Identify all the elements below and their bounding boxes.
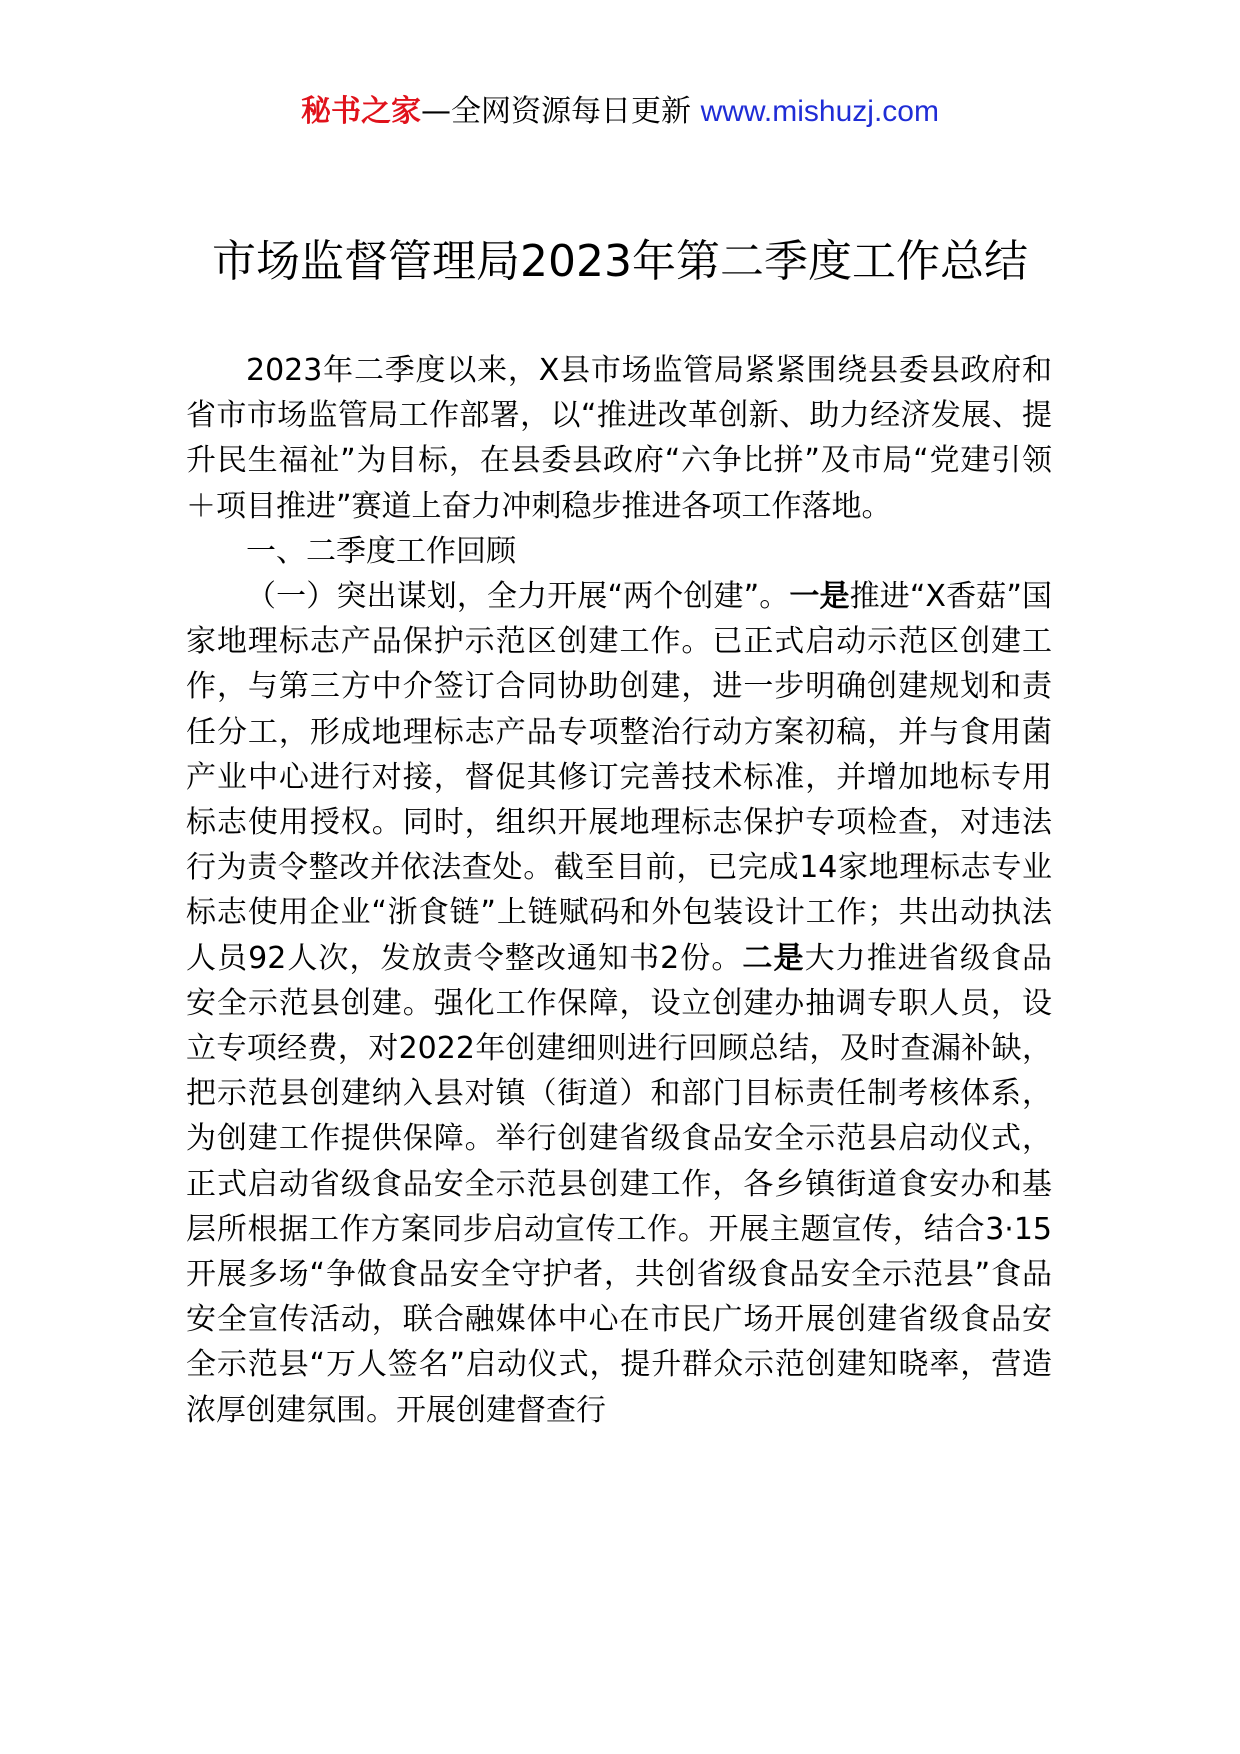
item-marker-second: 二是 bbox=[742, 940, 805, 976]
item-text-first: 推进“X香菇”国家地理标志产品保护示范区创建工作。已正式启动示范区创建工作，与第三方中介签订合同协助创建，进一步明确创建规划和责任分工，形成地理标志产品专项整治行动方案初稿，并与食用菌产业中心进行对接，督促其修订完善技术标准，并增加地标专用标志使用授权。同时，组织开展地理标志保护专项检查，对违法行为责令整改并依法查处。截至目前，已完成14家地理标志专业标志使用企业“浙食链”上链赋码和外包装设计工作；共出动执法人员92人次，发放责令整改通知书2份。 bbox=[186, 579, 1053, 976]
document-body bbox=[186, 348, 1052, 1433]
site-brand: 秘书之家 bbox=[301, 94, 422, 129]
site-url-link[interactable]: www.mishuzj.com bbox=[700, 95, 939, 128]
site-slogan: —全网资源每日更新 bbox=[421, 94, 701, 129]
item-text-second: 大力推进省级食品安全示范县创建。强化工作保障，设立创建办抽调专职人员，设立专项经费，对2022年创建细则进行回顾总结，及时查漏补缺，把示范县创建纳入县对镇（街道）和部门目标责任制考核体系，为创建工作提供保障。举行创建省级食品安全示范县启动仪式，正式启动省级食品安全示范县创建工作，各乡镇街道食安办和基层所根据工作方案同步启动宣传工作。开展主题宣传，结合3·15开展多场“争做食品安全守护者，共创省级食品安全示范县”食品安全宣传活动，联合融媒体中心在市民广场开展创建省级食品安全示范县“万人签名”启动仪式，提升群众示范创建知晓率，营造浓厚创建氛围。开展创建督查行 bbox=[186, 940, 1053, 1428]
site-header bbox=[0, 92, 1240, 132]
section-heading: 一、二季度工作回顾 bbox=[246, 533, 516, 569]
subsection-paragraph bbox=[186, 574, 1052, 1433]
intro-paragraph: 2023年二季度以来，X县市场监管局紧紧围绕县委县政府和省市市场监管局工作部署，以“推进改革创新、助力经济发展、提升民生福祉”为目标，在县委县政府“六争比拼”及市局“党建引领＋项目推进”赛道上奋力冲刺稳步推进各项工作落地。 bbox=[186, 353, 1052, 524]
item-marker-first: 一是 bbox=[789, 579, 850, 615]
subsection-heading: （一）突出谋划，全力开展“两个创建”。 bbox=[246, 579, 790, 615]
document-title: 市场监督管理局2023年第二季度工作总结 bbox=[212, 236, 1028, 287]
